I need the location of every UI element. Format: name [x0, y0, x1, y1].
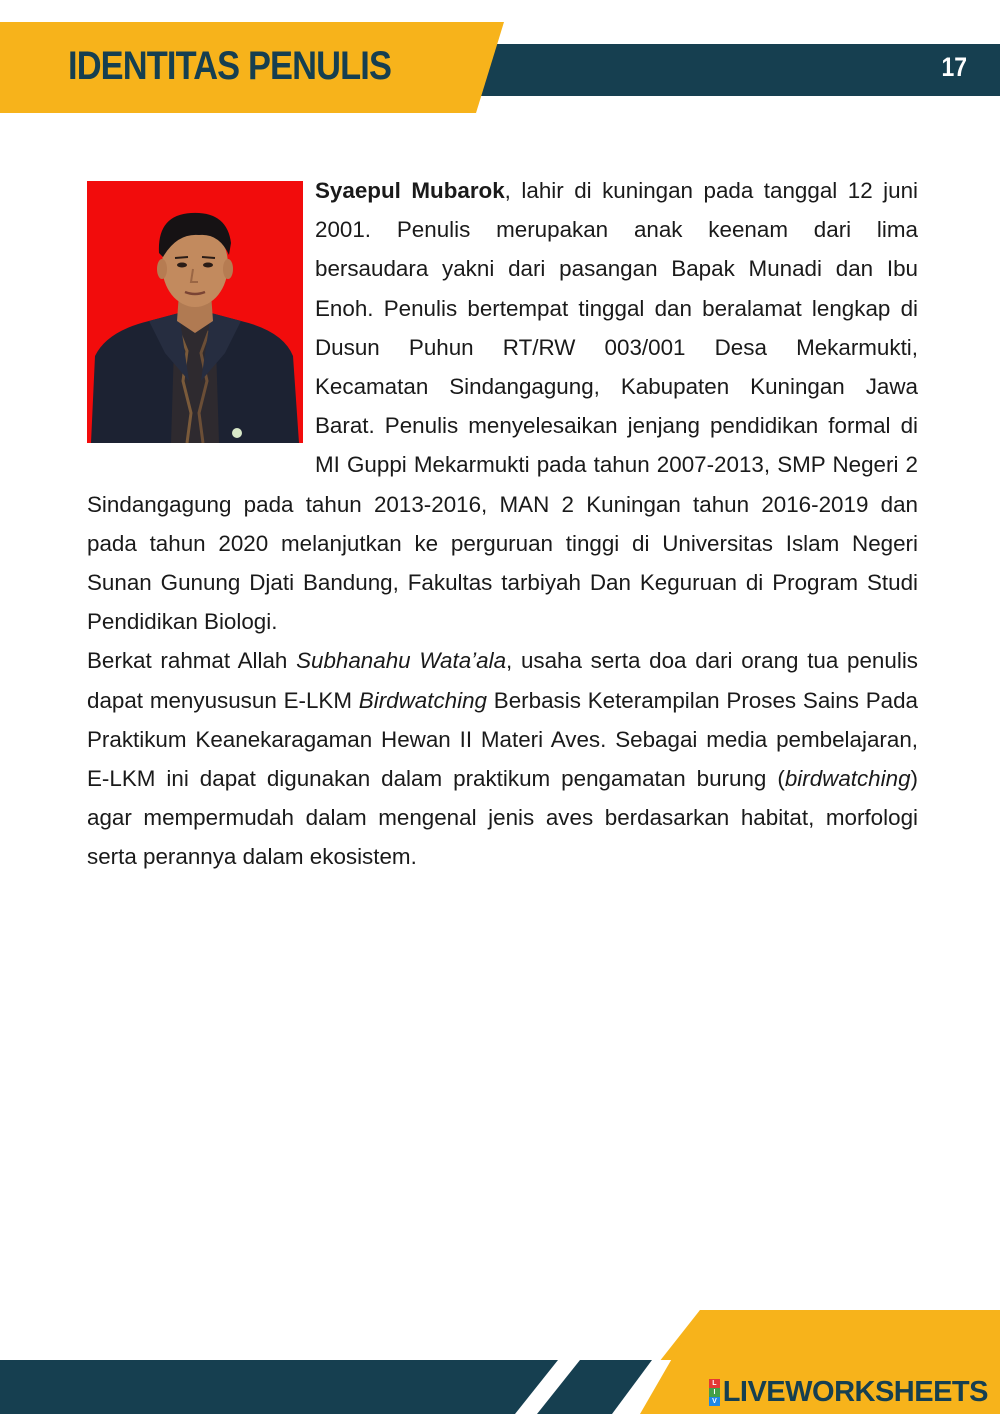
header-navy-band: [479, 44, 1000, 96]
liveworksheets-brand[interactable]: [709, 1376, 988, 1409]
author-bio: [87, 171, 918, 877]
bio-p2-italic-1: Subhanahu Wata’ala: [296, 648, 507, 674]
brand-name: LIVEWORKSHEETS: [722, 1376, 988, 1408]
page-title: IDENTITAS PENULIS: [68, 44, 392, 88]
logo-letter-i: I: [709, 1388, 720, 1397]
bio-p2-text-4: ) agar mempermudah dalam mengenal jenis aves berdasarkan habitat, morfologi serta perannya dalam ekosistem.: [87, 766, 918, 870]
bio-intro-text: , lahir di kuningan pada tanggal 12 juni 2001. Penulis merupakan anak keenam dari lima bersaudara yakni dari pasangan Bapak Munadi dan Ibu Enoh. Penulis bertempat tinggal dan beralamat lengkap di Dusun Puhun RT/RW 003/001 Desa Mekarmukti, Kecamatan Sindangagung, Kabupaten Kuningan Jawa Barat. Penulis menyelesaikan jenjang pendidikan formal di MI Guppi Mekarmukti pada tahun 2007-2013, SMP Negeri 2 Sindangagung pada tahun 2013-2016, MAN 2 Kuningan tahun 2016-2019 dan pada tahun 2020 melanjutkan ke perguruan tinggi di Universitas Islam Negeri Sunan Gunung Djati Bandung, Fakultas tarbiyah Dan Keguruan di Program Studi Pendidikan Biologi.: [87, 178, 919, 635]
bio-paragraph-2: [87, 641, 918, 876]
author-photo: [87, 181, 303, 443]
bio-p2-italic-2: Birdwatching: [358, 687, 487, 713]
bio-p2-text-3: Berbasis Keterampilan Proses Sains Pada Praktikum Keanekaragaman Hewan II Materi Aves. Sebagai media pembelajaran, E-LKM ini dapat digunakan dalam praktikum pengamatan burung (: [87, 687, 918, 792]
author-name: Syaepul Mubarok: [315, 178, 505, 203]
bio-p2-text-2: , usaha serta doa dari orang tua penulis dapat menyususun E-LKM: [87, 648, 918, 713]
bio-p2-italic-3: birdwatching: [784, 766, 911, 792]
page-header: [0, 0, 1000, 120]
bio-p2-text-1: Berkat rahmat Allah: [87, 648, 297, 674]
page-number: 17: [941, 52, 967, 82]
logo-letter-l: L: [709, 1379, 720, 1388]
liveworksheets-logo-icon: [709, 1379, 720, 1406]
portrait-illustration: [87, 181, 303, 443]
logo-letter-v: V: [709, 1397, 720, 1406]
